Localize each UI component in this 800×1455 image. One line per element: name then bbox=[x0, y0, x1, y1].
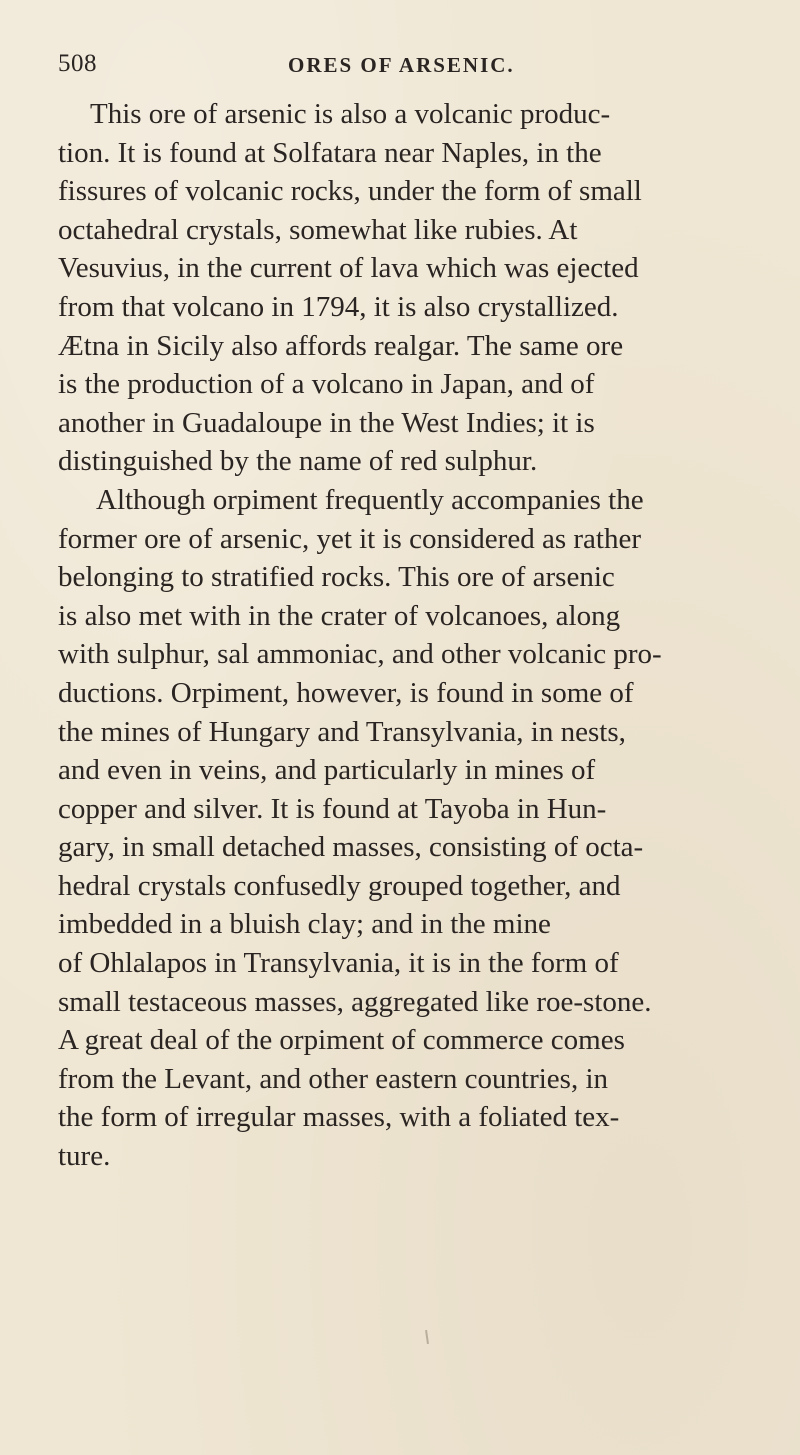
text-line: belonging to stratified rocks. This ore of arsenic bbox=[58, 561, 615, 594]
text-line: is the production of a volcano in Japan, and of bbox=[58, 368, 595, 401]
text-line: copper and silver. It is found at Tayoba in Hun- bbox=[58, 792, 607, 825]
text-line: Although orpiment frequently accompanies the bbox=[96, 483, 644, 516]
text-line: imbedded in a bluish clay; and in the mine bbox=[58, 908, 551, 941]
text-line: of Ohlalapos in Transylvania, it is in the form of bbox=[58, 947, 619, 980]
text-line: Vesuvius, in the current of lava which was ejected bbox=[58, 252, 639, 285]
text-line: A great deal of the orpiment of commerce comes bbox=[58, 1024, 625, 1057]
page-number: 508 bbox=[58, 50, 97, 77]
text-line: ture. bbox=[58, 1140, 111, 1173]
text-line: tion. It is found at Solfatara near Naples, in the bbox=[58, 136, 602, 169]
text-line: former ore of arsenic, yet it is considered as rather bbox=[58, 522, 641, 555]
text-line: gary, in small detached masses, consisting of octa- bbox=[58, 831, 644, 864]
page-header bbox=[58, 50, 698, 90]
text-line: is also met with in the crater of volcanoes, along bbox=[58, 599, 621, 632]
text-line: from the Levant, and other eastern countries, in bbox=[58, 1062, 608, 1095]
text-line: ductions. Orpiment, however, is found in some of bbox=[58, 676, 634, 709]
text-line: Ætna in Sicily also affords realgar. The same ore bbox=[58, 329, 624, 362]
body-text bbox=[58, 95, 738, 1176]
text-line: distinguished by the name of red sulphur. bbox=[58, 445, 538, 478]
text-line: the form of irregular masses, with a foliated tex- bbox=[58, 1101, 620, 1134]
text-line: and even in veins, and particularly in mines of bbox=[58, 754, 596, 787]
text-line: hedral crystals confusedly grouped together, and bbox=[58, 869, 621, 902]
text-line: small testaceous masses, aggregated like roe-stone. bbox=[58, 985, 652, 1018]
text-line: with sulphur, sal ammoniac, and other volcanic pro- bbox=[58, 638, 662, 671]
text-line: fissures of volcanic rocks, under the form of small bbox=[58, 175, 642, 208]
text-line: This ore of arsenic is also a volcanic produc- bbox=[90, 98, 611, 130]
text-line: octahedral crystals, somewhat like rubies. At bbox=[58, 213, 578, 246]
running-head: ORES OF ARSENIC. bbox=[288, 53, 515, 77]
text-line: another in Guadaloupe in the West Indies; it is bbox=[58, 406, 595, 439]
text-line: from that volcano in 1794, it is also crystallized. bbox=[58, 290, 619, 323]
text-line: the mines of Hungary and Transylvania, in nests, bbox=[58, 715, 626, 748]
paper-speck bbox=[425, 1330, 429, 1344]
